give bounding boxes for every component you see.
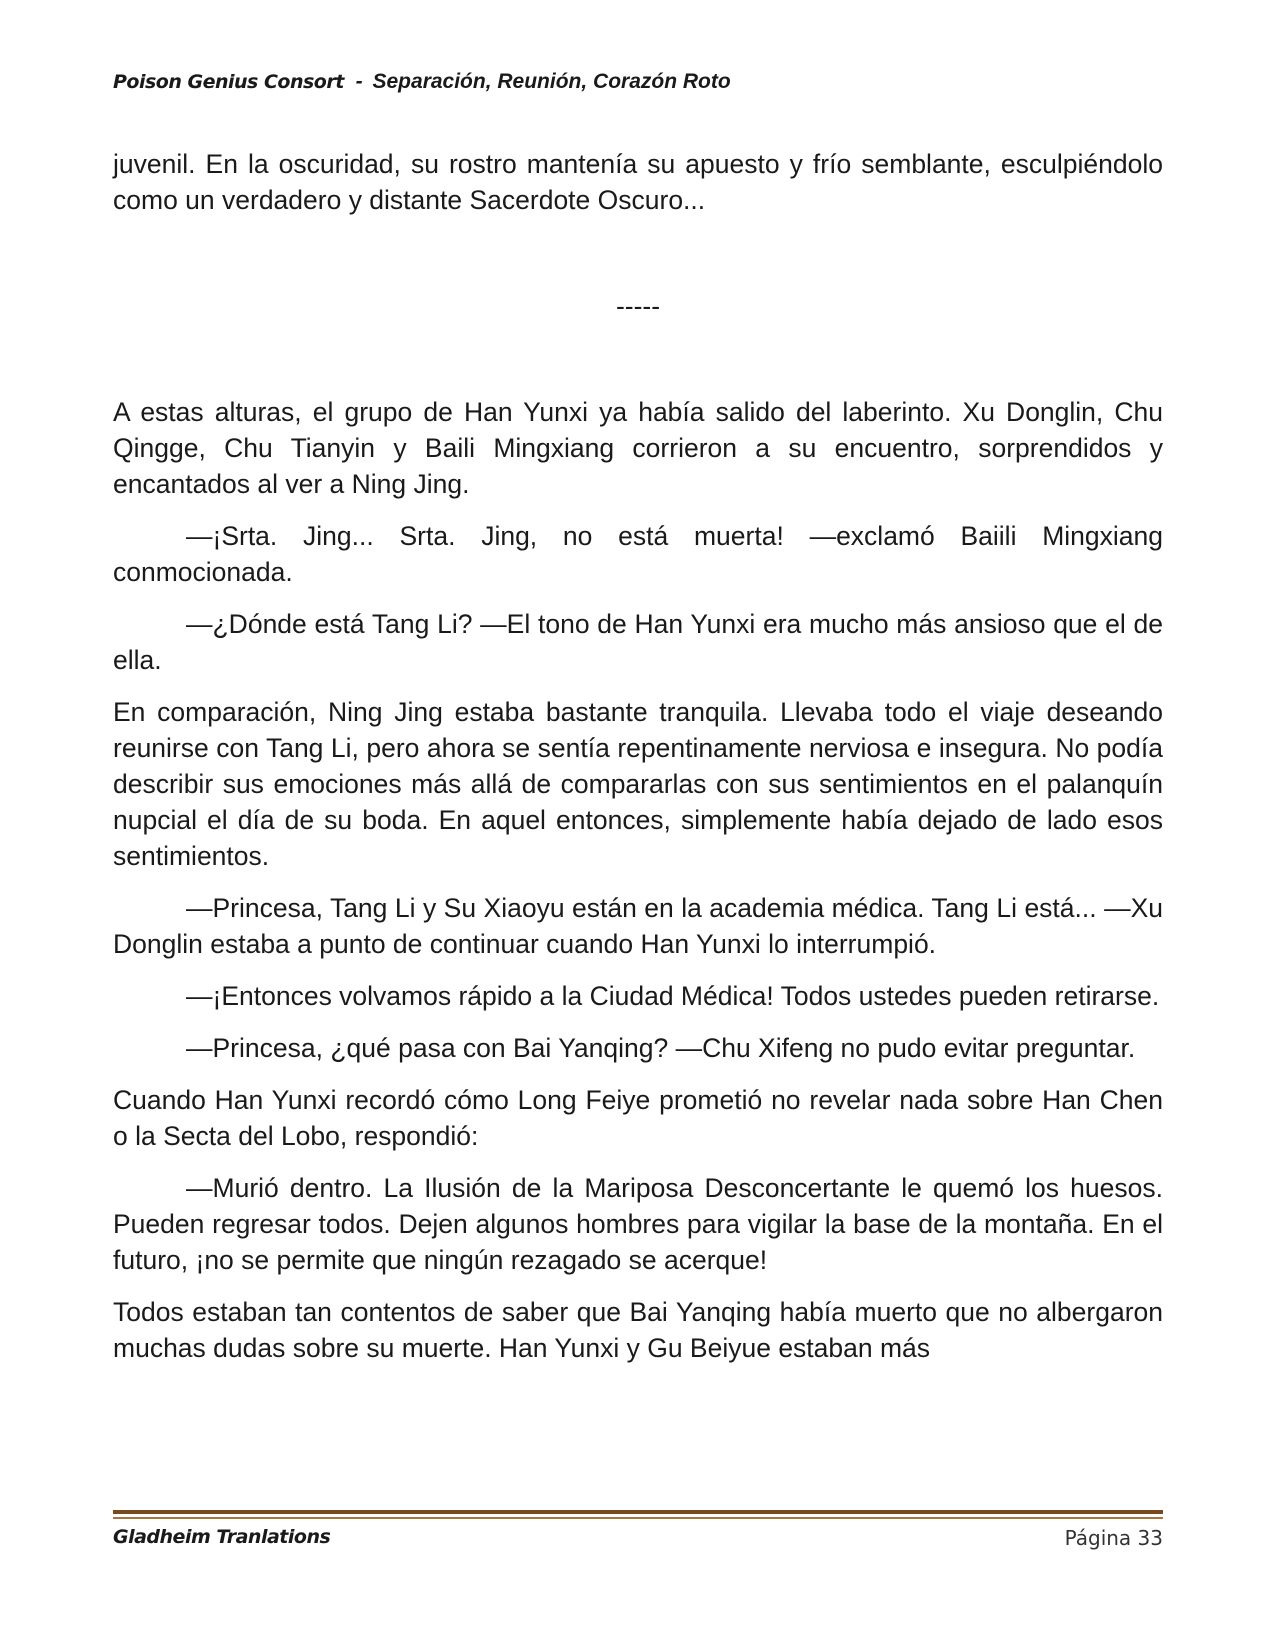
publisher-name: Gladheim Tranlations xyxy=(113,1526,331,1548)
paragraph: —Princesa, Tang Li y Su Xiaoyu están en la academia médica. Tang Li está... —Xu Donglin estaba a punto de continuar cuando Han Yunxi lo interrumpió. xyxy=(113,893,1163,959)
paragraph: Todos estaban tan contentos de saber que Bai Yanqing había muerto que no albergaron muchas dudas sobre su muerte. Han Yunxi y Gu Beiyue estaban más xyxy=(113,1297,1163,1363)
footer-rule-thick xyxy=(113,1510,1163,1514)
chapter-title: Separación, Reunión, Corazón Roto xyxy=(372,70,731,93)
paragraph: —¿Dónde está Tang Li? —El tono de Han Yunxi era mucho más ansioso que el de ella. xyxy=(113,609,1163,675)
paragraph: —Princesa, ¿qué pasa con Bai Yanqing? —Chu Xifeng no pudo evitar preguntar. xyxy=(186,1033,1136,1063)
book-title: Poison Genius Consort xyxy=(113,71,344,93)
header-dash: - xyxy=(355,70,363,93)
paragraph: —¡Srta. Jing... Srta. Jing, no está muerta! —exclamó Baiili Mingxiang conmocionada. xyxy=(113,521,1163,587)
paragraph: En comparación, Ning Jing estaba bastante tranquila. Llevaba todo el viaje deseando reunirse con Tang Li, pero ahora se sentía repentinamente nerviosa e insegura. No podía describir sus emociones más allá de compararlas con sus sentimientos en el palanquín nupcial el día de su boda. En aquel entonces, simplemente había dejado de lado esos sentimientos. xyxy=(113,697,1163,871)
body-text xyxy=(113,146,1163,1382)
running-header xyxy=(113,70,1163,94)
scene-separator: ----- xyxy=(615,291,661,321)
paragraph: juvenil. En la oscuridad, su rostro mantenía su apuesto y frío semblante, esculpiéndolo como un verdadero y distante Sacerdote Oscuro... xyxy=(113,149,1163,215)
paragraph: A estas alturas, el grupo de Han Yunxi ya había salido del laberinto. Xu Donglin, Chu Qingge, Chu Tianyin y Baili Mingxiang corrieron a su encuentro, sorprendidos y encantados al ver a Ning Jing. xyxy=(113,397,1163,499)
paragraph: —¡Entonces volvamos rápido a la Ciudad Médica! Todos ustedes pueden retirarse. xyxy=(186,981,1160,1011)
page-number: Página 33 xyxy=(1064,1526,1163,1550)
paragraph: —Murió dentro. La Ilusión de la Mariposa Desconcertante le quemó los huesos. Pueden regresar todos. Dejen algunos hombres para vigilar la base de la montaña. En el futuro, ¡no se permite que ningún rezagado se acerque! xyxy=(113,1173,1163,1275)
footer-rule-thin xyxy=(113,1517,1163,1519)
paragraph: Cuando Han Yunxi recordó cómo Long Feiye prometió no revelar nada sobre Han Chen o la Secta del Lobo, respondió: xyxy=(113,1085,1163,1151)
